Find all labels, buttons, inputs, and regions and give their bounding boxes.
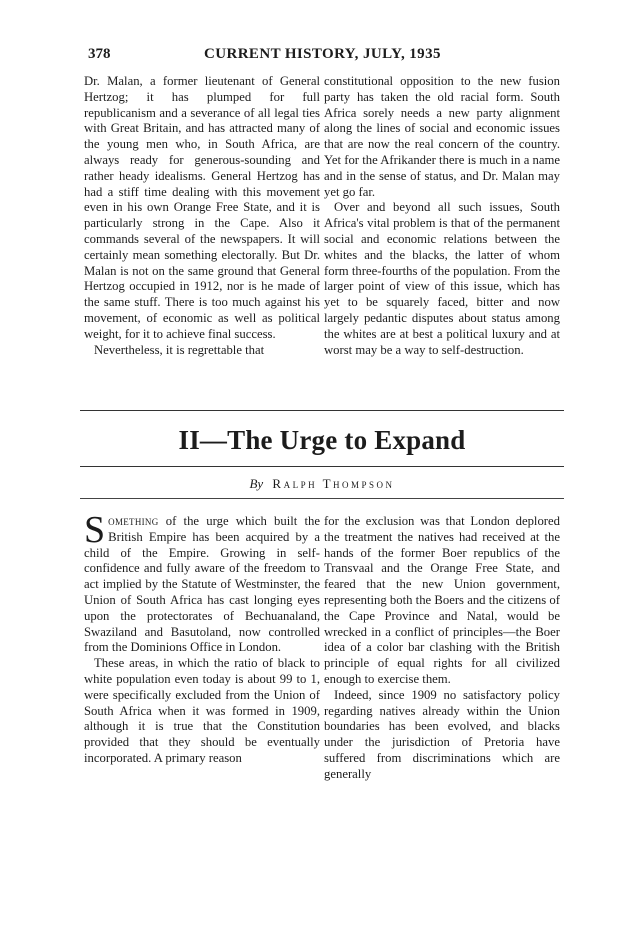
paragraph: Over and beyond all such issues, South Africa's vital problem is that of the permanent social and economic relations between the whites and the blacks, the latter of whom form three-fourths of the population. From the larger point of view of this issue, which has yet to be squarely faced, bitter and now largely pedantic disputes about status among the whites are at best a political luxury and at worst may be a way to self-destruction.: [324, 200, 560, 357]
paragraph: Dr. Malan, a former lieutenant of General Hertzog; it has plumped for full republicanism and a severance of all legal ties with Great Britain, and has attracted many of the young men who, in South Africa, are always ready for generous-sounding and rather heady idealisms. General Hertzog has had a stiff time dealing with this movement even in his own Orange Free State, and it is particularly strong in the Cape. Also it commands several of the newspapers. It will certainly mean something electorally. But Dr. Malan is not on the same ground that General Hertzog occupied in 1912, nor is he made of the same stuff. There is too much against his movement, of economic as well as political weight, for it to achieve final success.: [84, 74, 320, 341]
article-column-right: [324, 514, 560, 783]
page-number: 378: [88, 46, 111, 62]
lead-text: of the urge which built the British Empire has been acquired by a child of the Empire. Growing in self-confidence and fully aware of the freedom to act implied by the Statute of Westminster, the Union of South Africa has cast longing eyes upon the protectorates of Bechuanaland, Swaziland and Basutoland, now controlled from the Dominions Office in London.: [84, 514, 320, 655]
byline-divider: [80, 498, 564, 499]
author-name: Ralph Thompson: [272, 476, 395, 491]
continued-column-left: [84, 74, 320, 358]
article-column-left: [84, 509, 320, 767]
byline: [80, 476, 564, 492]
title-divider: [80, 466, 564, 467]
page-header: [88, 46, 528, 66]
article-title: II—The Urge to Expand: [178, 425, 466, 455]
lead-smallcaps: omething: [108, 514, 159, 528]
continued-column-right: [324, 74, 560, 358]
paragraph: constitutional opposition to the new fusion party has taken the old racial form. South Africa sorely needs a new party alignment along the lines of social and economic issues that are now the real concern of the country. Yet for the Afrikander there is much in a name and in the sense of status, and Dr. Malan may yet go far.: [324, 74, 560, 199]
running-title: CURRENT HISTORY, JULY, 1935: [204, 46, 441, 62]
paragraph: Indeed, since 1909 no satisfactory policy regarding natives already within the Union boundaries has been evolved, and blacks under the jurisdiction of Pretoria have suffered from discriminations which are generally: [324, 687, 560, 781]
paragraph: These areas, in which the ratio of black to white population even today is about 99 to 1, were specifically excluded from the Union of South Africa when it was formed in 1909, although it is true that the Constitution provided that they should be eventually incorporated. A primary reason: [84, 656, 320, 765]
drop-cap: S: [84, 509, 106, 551]
paragraph: for the exclusion was that London deplored the treatment the natives had received at the hands of the former Boer republics of the Transvaal and the Orange Free State, and feared that the new Union government, representing both the Boers and the citizens of the Cape Province and Natal, would be wrecked in a conflict of principles—the Boer idea of a color bar clashing with the British principle of equal rights for all civilized enough to exercise them.: [324, 514, 560, 686]
paragraph: Nevertheless, it is regrettable that: [94, 342, 265, 357]
section-divider: [80, 410, 564, 411]
lead-paragraph: [84, 509, 320, 656]
byline-label: By: [249, 476, 264, 491]
